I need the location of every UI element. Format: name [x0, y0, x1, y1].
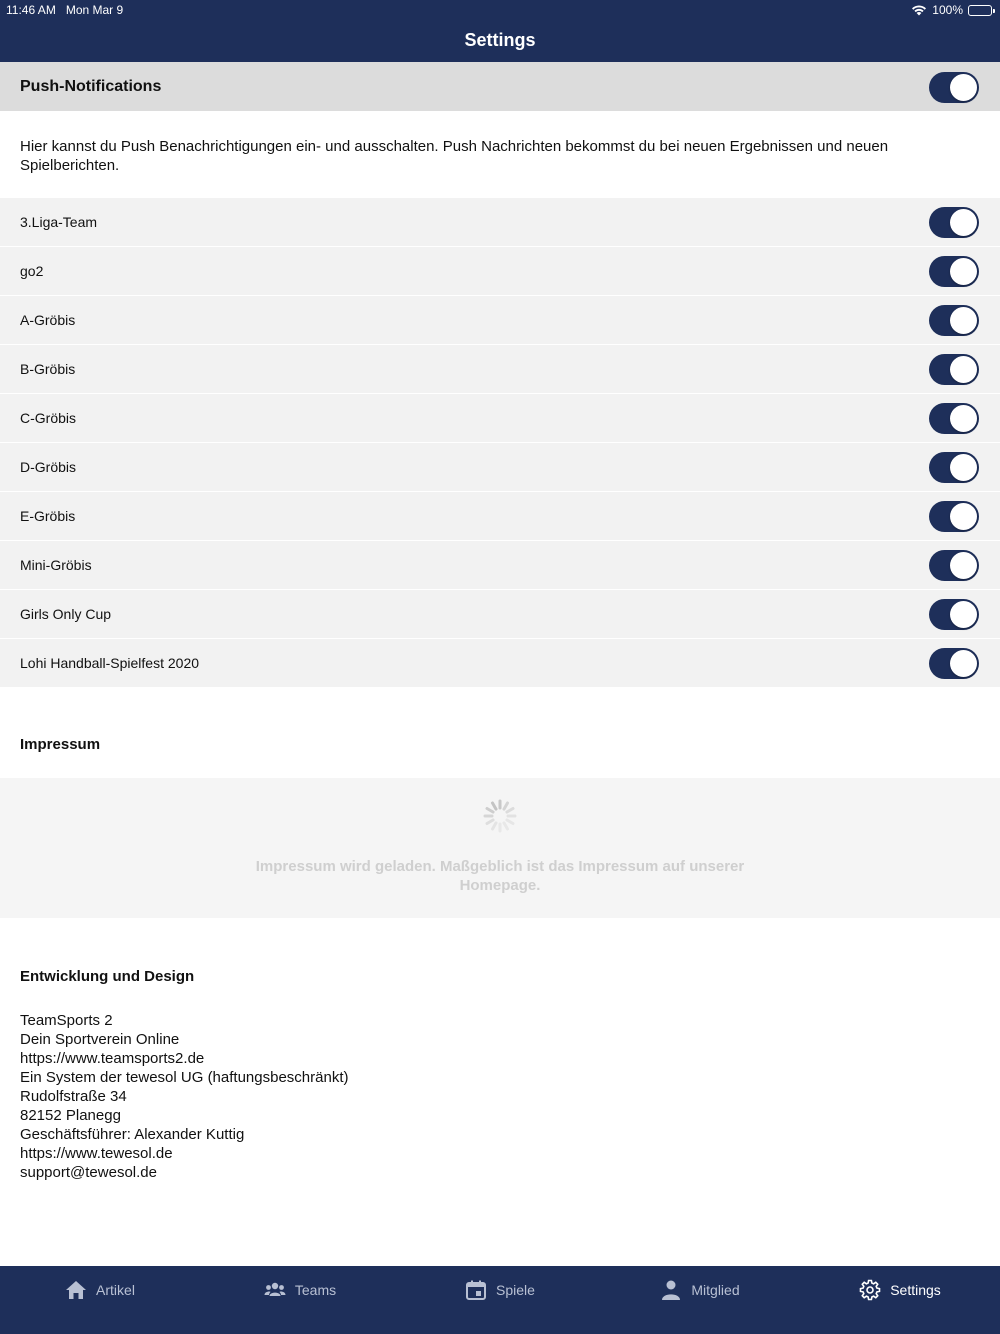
team-toggle[interactable] [929, 550, 979, 581]
team-row [0, 639, 1000, 688]
dev-line: Geschäftsführer: Alexander Kuttig [20, 1126, 245, 1143]
battery-percent: 100% [932, 3, 963, 17]
person-icon [660, 1279, 682, 1301]
push-notifications-title: Push-Notifications [20, 78, 162, 95]
toggle-knob [950, 258, 977, 285]
development-title: Entwicklung und Design [20, 968, 195, 985]
team-row [0, 492, 1000, 541]
team-toggle[interactable] [929, 256, 979, 287]
tab-settings[interactable] [800, 1266, 1000, 1314]
tab-teams[interactable] [200, 1266, 400, 1314]
push-description: Hier kannst du Push Benachrichtigungen ein- und ausschalten. Push Nachrichten bekommst du bei neuen Ergebnissen und neuen Spielberichten. [20, 138, 889, 174]
team-row [0, 443, 1000, 492]
toggle-knob [950, 454, 977, 481]
team-label: 3.Liga-Team [20, 214, 98, 230]
tab-label: Mitglied [691, 1282, 740, 1298]
toggle-knob [950, 601, 977, 628]
wifi-icon [911, 4, 927, 16]
team-toggle[interactable] [929, 403, 979, 434]
team-label: Lohi Handball-Spielfest 2020 [20, 655, 200, 671]
team-label: Mini-Gröbis [20, 557, 92, 573]
team-row [0, 296, 1000, 345]
status-time [6, 3, 123, 17]
toggle-knob [950, 405, 977, 432]
tab-mitglied[interactable] [600, 1266, 800, 1314]
toggle-knob [950, 650, 977, 677]
toggle-knob [950, 503, 977, 530]
team-label: A-Gröbis [20, 312, 76, 328]
dev-link[interactable]: https://www.tewesol.de [20, 1145, 173, 1162]
status-right [911, 3, 992, 17]
dev-line: Dein Sportverein Online [20, 1031, 180, 1048]
toggle-knob [950, 356, 977, 383]
team-toggle[interactable] [929, 648, 979, 679]
dev-line: TeamSports 2 [20, 1012, 113, 1029]
home-icon [65, 1279, 87, 1301]
team-notification-list [0, 198, 1000, 688]
team-label: D-Gröbis [20, 459, 77, 475]
team-toggle[interactable] [929, 599, 979, 630]
dev-line: Ein System der tewesol UG (haftungsbeschränkt) [20, 1069, 349, 1086]
team-toggle[interactable] [929, 207, 979, 238]
team-row [0, 541, 1000, 590]
team-label: B-Gröbis [20, 361, 76, 377]
development-info [20, 1011, 348, 1182]
team-row [0, 590, 1000, 639]
tab-label: Artikel [96, 1282, 135, 1298]
team-toggle[interactable] [929, 305, 979, 336]
toggle-knob [950, 74, 977, 101]
loading-spinner-icon [482, 798, 518, 834]
push-notifications-toggle[interactable] [929, 72, 979, 103]
tab-label: Teams [294, 1282, 337, 1298]
dev-line: Rudolfstraße 34 [20, 1088, 127, 1105]
top-header [0, 0, 1000, 62]
calendar-icon [465, 1279, 487, 1301]
team-row [0, 198, 1000, 247]
team-label: E-Gröbis [20, 508, 76, 524]
tab-bar [0, 1266, 1000, 1334]
gear-icon [859, 1279, 881, 1301]
dev-email-link[interactable]: support@tewesol.de [20, 1164, 157, 1181]
team-toggle[interactable] [929, 354, 979, 385]
team-toggle[interactable] [929, 452, 979, 483]
dev-line: 82152 Planegg [20, 1107, 121, 1124]
battery-icon [968, 5, 992, 16]
status-bar [0, 0, 1000, 20]
tab-artikel[interactable] [0, 1266, 200, 1314]
status-time-text: 11:46 AM [6, 3, 56, 17]
tab-spiele[interactable] [400, 1266, 600, 1314]
team-row [0, 247, 1000, 296]
toggle-knob [950, 552, 977, 579]
push-notifications-header [0, 62, 1000, 111]
tab-label: Spiele [496, 1282, 535, 1298]
team-label: Girls Only Cup [20, 606, 112, 622]
team-toggle[interactable] [929, 501, 979, 532]
team-row [0, 394, 1000, 443]
team-row [0, 345, 1000, 394]
tab-label: Settings [890, 1282, 941, 1298]
toggle-knob [950, 307, 977, 334]
team-label: C-Gröbis [20, 410, 77, 426]
dev-link[interactable]: https://www.teamsports2.de [20, 1050, 205, 1067]
impressum-title: Impressum [20, 736, 101, 753]
users-icon [264, 1279, 286, 1301]
status-date-text: Mon Mar 9 [65, 3, 124, 17]
page-title: Settings [464, 30, 536, 50]
team-label: go2 [20, 263, 44, 279]
toggle-knob [950, 209, 977, 236]
impressum-container [0, 778, 1000, 918]
impressum-loading-text: Impressum wird geladen. Maßgeblich ist das Impressum auf unserer Homepage. [255, 858, 745, 894]
